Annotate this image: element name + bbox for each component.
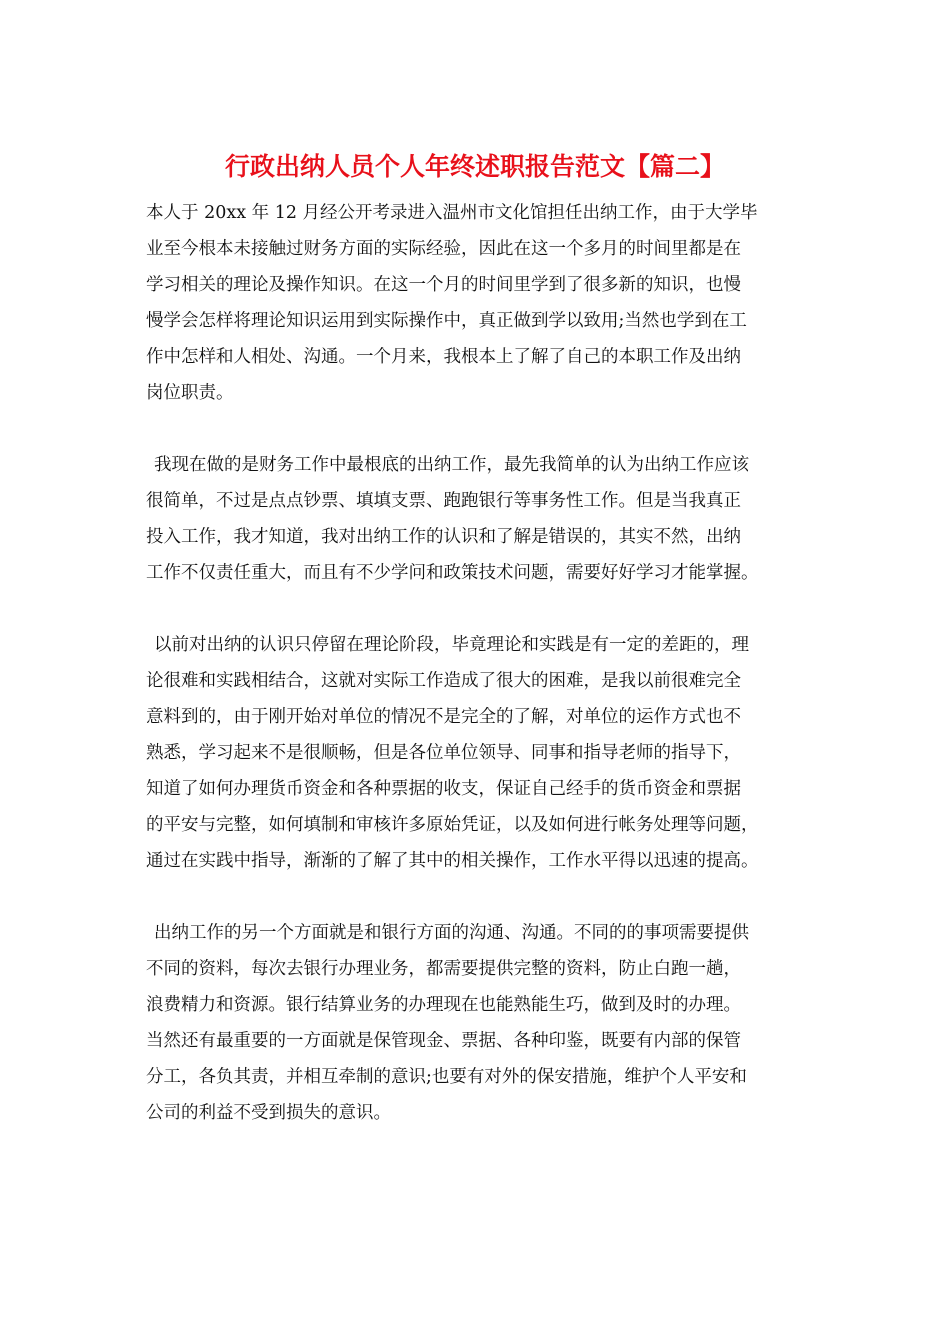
paragraph-line: 工作不仅责任重大，而且有不少学问和政策技术问题，需要好好学习才能掌握。 — [146, 563, 759, 583]
paragraph-line: 浪费精力和资源。银行结算业务的办理现在也能熟能生巧，做到及时的办理。 — [146, 995, 741, 1015]
paragraph-line: 投入工作，我才知道，我对出纳工作的认识和了解是错误的，其实不然，出纳 — [146, 527, 741, 547]
paragraph-line: 学习相关的理论及操作知识。在这一个月的时间里学到了很多新的知识，也慢 — [146, 275, 741, 295]
paragraph-2 — [146, 447, 811, 591]
paragraph-3 — [146, 627, 811, 879]
paragraph-line: 知道了如何办理货币资金和各种票据的收支，保证自己经手的货币资金和票据 — [146, 779, 741, 799]
paragraph-line: 公司的利益不受到损失的意识。 — [146, 1103, 391, 1123]
paragraph-line: 本人于 20xx 年 12 月经公开考录进入温州市文化馆担任出纳工作，由于大学毕 — [146, 203, 758, 223]
document-title: 行政出纳人员个人年终述职报告范文【篇二】 — [224, 152, 725, 181]
paragraph-line: 意料到的，由于刚开始对单位的情况不是完全的了解，对单位的运作方式也不 — [146, 707, 741, 727]
paragraph-line: 的平安与完整，如何填制和审核许多原始凭证，以及如何进行帐务处理等问题， — [146, 815, 759, 835]
paragraph-line: 不同的资料，每次去银行办理业务，都需要提供完整的资料，防止白跑一趟， — [146, 959, 741, 979]
paragraph-line: 出纳工作的另一个方面就是和银行方面的沟通、沟通。不同的的事项需要提供 — [154, 923, 749, 943]
paragraph-line: 很简单，不过是点点钞票、填填支票、跑跑银行等事务性工作。但是当我真正 — [146, 491, 741, 511]
paragraph-1 — [146, 195, 811, 411]
paragraph-line: 我现在做的是财务工作中最根底的出纳工作，最先我简单的认为出纳工作应该 — [154, 455, 749, 475]
document-body — [146, 195, 811, 1167]
paragraph-line: 业至今根本未接触过财务方面的实际经验，因此在这一个多月的时间里都是在 — [146, 239, 741, 259]
paragraph-line: 熟悉，学习起来不是很顺畅，但是各位单位领导、同事和指导老师的指导下， — [146, 743, 741, 763]
paragraph-line: 当然还有最重要的一方面就是保管现金、票据、各种印鉴，既要有内部的保管 — [146, 1031, 741, 1051]
paragraph-line: 作中怎样和人相处、沟通。一个月来，我根本上了解了自己的本职工作及出纳 — [146, 347, 741, 367]
paragraph-line: 以前对出纳的认识只停留在理论阶段，毕竟理论和实践是有一定的差距的，理 — [154, 635, 749, 655]
paragraph-line: 慢学会怎样将理论知识运用到实际操作中，真正做到学以致用;当然也学到在工 — [146, 311, 747, 331]
paragraph-4 — [146, 915, 811, 1131]
paragraph-line: 通过在实践中指导，渐渐的了解了其中的相关操作，工作水平得以迅速的提高。 — [146, 851, 759, 871]
paragraph-line: 论很难和实践相结合，这就对实际工作造成了很大的困难，是我以前很难完全 — [146, 671, 741, 691]
paragraph-line: 岗位职责。 — [146, 383, 234, 403]
paragraph-line: 分工，各负其责，并相互牵制的意识;也要有对外的保安措施，维护个人平安和 — [146, 1067, 747, 1087]
